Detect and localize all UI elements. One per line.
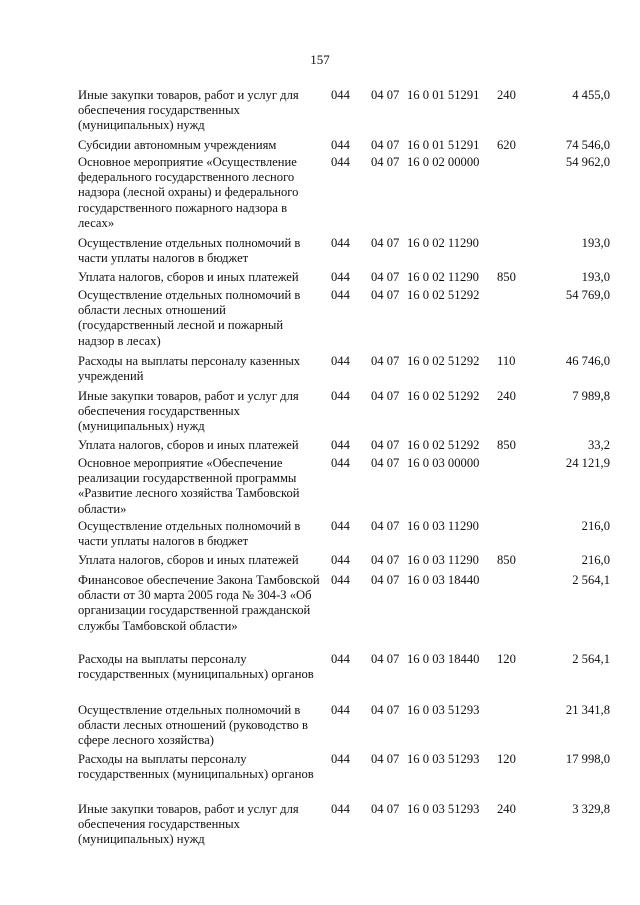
table-row: [78, 270, 618, 288]
table-row: [78, 703, 618, 752]
amount: 4 455,0: [572, 88, 610, 102]
section-code: 04 07: [371, 389, 400, 403]
ministry-code: 044: [331, 389, 350, 403]
ministry-code: 044: [331, 88, 350, 102]
section-code: 04 07: [371, 138, 400, 152]
amount: 74 546,0: [565, 138, 610, 152]
expense-type-code: 620: [497, 138, 516, 152]
expense-type-code: 240: [497, 802, 516, 816]
table-row: [78, 802, 618, 848]
expense-type-code: 850: [497, 553, 516, 567]
table-row: [78, 138, 618, 155]
row-name: Осуществление отдельных полномочий в части уплаты налогов в бюджет: [78, 236, 301, 266]
row-name: Осуществление отдельных полномочий в области лесных отношений (государственный лесной и пожарный надзор в лесах): [78, 288, 301, 348]
section-code: 04 07: [371, 752, 400, 766]
target-code: 16 0 03 18440: [407, 573, 480, 587]
amount: 21 341,8: [565, 703, 610, 717]
section-code: 04 07: [371, 802, 400, 816]
ministry-code: 044: [331, 236, 350, 250]
row-name: Иные закупки товаров, работ и услуг для обеспечения государственных (муниципальных) нужд: [78, 802, 299, 847]
row-name: Осуществление отдельных полномочий в части уплаты налогов в бюджет: [78, 519, 301, 549]
amount: 216,0: [581, 519, 610, 533]
table-row: [78, 236, 618, 270]
row-name: Иные закупки товаров, работ и услуг для обеспечения государственных (муниципальных) нужд: [78, 88, 299, 133]
expense-type-code: 120: [497, 752, 516, 766]
table-row: [78, 155, 618, 236]
table-row: [78, 88, 618, 138]
ministry-code: 044: [331, 155, 350, 169]
expense-type-code: 850: [497, 438, 516, 452]
row-name: Основное мероприятие «Осуществление федерального государственного лесного надзора (лесной охраны) и федерального государственного пожарного надзора в лесах»: [78, 155, 299, 230]
ministry-code: 044: [331, 703, 350, 717]
table-row: [78, 752, 618, 802]
target-code: 16 0 02 51292: [407, 288, 480, 302]
expense-type-code: 120: [497, 652, 516, 666]
target-code: 16 0 03 51293: [407, 703, 480, 717]
ministry-code: 044: [331, 553, 350, 567]
target-code: 16 0 03 18440: [407, 652, 480, 666]
expense-type-code: 850: [497, 270, 516, 284]
amount: 2 564,1: [572, 652, 610, 666]
ministry-code: 044: [331, 573, 350, 587]
section-code: 04 07: [371, 270, 400, 284]
target-code: 16 0 02 11290: [407, 236, 479, 250]
row-name: Уплата налогов, сборов и иных платежей: [78, 553, 299, 567]
row-name: Расходы на выплаты персоналу государственных (муниципальных) органов: [78, 752, 314, 782]
amount: 193,0: [581, 236, 610, 250]
amount: 24 121,9: [565, 456, 610, 470]
table-row: [78, 438, 618, 456]
row-name: Иные закупки товаров, работ и услуг для обеспечения государственных (муниципальных) нужд: [78, 389, 299, 434]
section-code: 04 07: [371, 354, 400, 368]
row-name: Субсидии автономным учреждениям: [78, 138, 277, 152]
amount: 33,2: [587, 438, 610, 452]
target-code: 16 0 02 51292: [407, 354, 480, 368]
expense-type-code: 240: [497, 389, 516, 403]
section-code: 04 07: [371, 438, 400, 452]
section-code: 04 07: [371, 652, 400, 666]
row-name: Расходы на выплаты персоналу государственных (муниципальных) органов: [78, 652, 314, 682]
amount: 7 989,8: [572, 389, 610, 403]
section-code: 04 07: [371, 573, 400, 587]
section-code: 04 07: [371, 88, 400, 102]
table-row: [78, 553, 618, 573]
section-code: 04 07: [371, 703, 400, 717]
table-row: [78, 456, 618, 519]
amount: 54 962,0: [565, 155, 610, 169]
target-code: 16 0 03 11290: [407, 519, 479, 533]
target-code: 16 0 03 51293: [407, 752, 480, 766]
table-row: [78, 652, 618, 703]
amount: 2 564,1: [572, 573, 610, 587]
ministry-code: 044: [331, 802, 350, 816]
section-code: 04 07: [371, 519, 400, 533]
amount: 3 329,8: [572, 802, 610, 816]
ministry-code: 044: [331, 456, 350, 470]
section-code: 04 07: [371, 553, 400, 567]
expense-type-code: 240: [497, 88, 516, 102]
ministry-code: 044: [331, 288, 350, 302]
ministry-code: 044: [331, 354, 350, 368]
target-code: 16 0 03 51293: [407, 802, 480, 816]
ministry-code: 044: [331, 138, 350, 152]
table-row: [78, 389, 618, 438]
table-row: [78, 519, 618, 553]
ministry-code: 044: [331, 652, 350, 666]
section-code: 04 07: [371, 288, 400, 302]
amount: 17 998,0: [565, 752, 610, 766]
table-row: [78, 288, 618, 354]
section-code: 04 07: [371, 456, 400, 470]
row-name: Осуществление отдельных полномочий в области лесных отношений (руководство в сфере лесного хозяйства): [78, 703, 308, 748]
amount: 193,0: [581, 270, 610, 284]
amount: 216,0: [581, 553, 610, 567]
target-code: 16 0 01 51291: [407, 138, 480, 152]
row-name: Финансовое обеспечение Закона Тамбовской области от 30 марта 2005 года № 304-З «Об организации государственной гражданской службы Тамбовской области»: [78, 573, 320, 633]
target-code: 16 0 03 00000: [407, 456, 480, 470]
row-name: Уплата налогов, сборов и иных платежей: [78, 438, 299, 452]
target-code: 16 0 02 51292: [407, 438, 480, 452]
table-row: [78, 573, 618, 652]
budget-table: [78, 88, 618, 848]
table-row: [78, 354, 618, 389]
ministry-code: 044: [331, 438, 350, 452]
target-code: 16 0 01 51291: [407, 88, 480, 102]
section-code: 04 07: [371, 155, 400, 169]
row-name: Уплата налогов, сборов и иных платежей: [78, 270, 299, 284]
section-code: 04 07: [371, 236, 400, 250]
row-name: Расходы на выплаты персоналу казенных учреждений: [78, 354, 301, 384]
target-code: 16 0 03 11290: [407, 553, 479, 567]
target-code: 16 0 02 00000: [407, 155, 480, 169]
expense-type-code: 110: [497, 354, 516, 368]
amount: 54 769,0: [565, 288, 610, 302]
row-name: Основное мероприятие «Обеспечение реализации государственной программы «Развитие лесного хозяйства Тамбовской области»: [78, 456, 300, 516]
ministry-code: 044: [331, 519, 350, 533]
page-number: 157: [310, 52, 330, 67]
ministry-code: 044: [331, 752, 350, 766]
amount: 46 746,0: [565, 354, 610, 368]
target-code: 16 0 02 11290: [407, 270, 479, 284]
ministry-code: 044: [331, 270, 350, 284]
target-code: 16 0 02 51292: [407, 389, 480, 403]
